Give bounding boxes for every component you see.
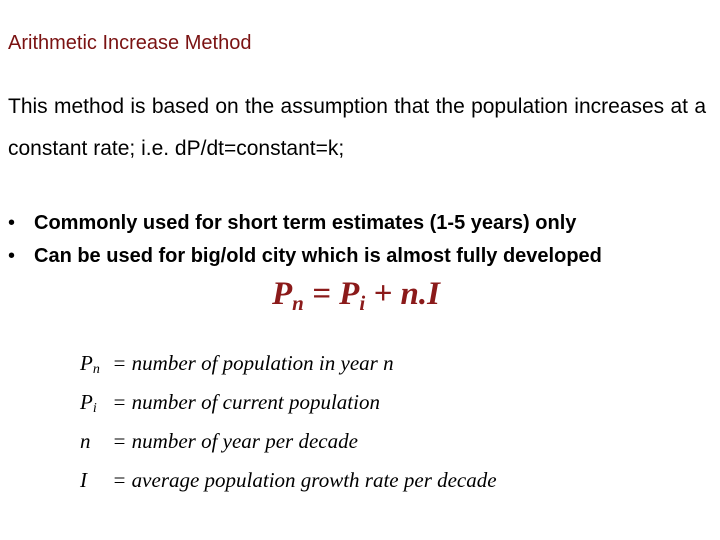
formula-pn-symbol: P <box>272 276 293 312</box>
definition-text: = number of population in year n <box>112 351 394 375</box>
definition-row <box>80 464 497 503</box>
bullet-text: Commonly used for short term estimates (1-5 years) only <box>34 212 577 234</box>
bullet-item <box>8 240 602 273</box>
formula <box>272 276 440 316</box>
definition-symbol: $P_i$ <box>80 390 97 416</box>
bullet-item <box>8 207 602 240</box>
definition-symbol: I <box>80 468 87 492</box>
definition-text: = average population growth rate per decade <box>112 468 497 492</box>
bullet-list <box>8 207 602 273</box>
bullet-dot-icon: • <box>8 212 16 234</box>
definition-row <box>80 386 497 425</box>
definition-symbol: n <box>80 429 91 453</box>
intro-paragraph: This method is based on the assumption that the population increases at a constant rate; i.e. dP/dt=constant=k; <box>8 95 706 160</box>
formula-pn-subscript: n <box>292 291 304 315</box>
bullet-dot-icon: • <box>8 245 16 267</box>
bullet-text: Can be used for big/old city which is almost fully developed <box>34 245 602 267</box>
formula-equals: = <box>303 276 340 312</box>
definition-text: = number of year per decade <box>112 429 358 453</box>
formula-pi-symbol: P <box>339 276 360 312</box>
definition-row <box>80 347 497 386</box>
definition-symbol: $P_n$ <box>80 351 100 377</box>
definition-row <box>80 425 497 464</box>
definition-text: = number of current population <box>112 390 380 414</box>
slide-title: Arithmetic Increase Method <box>8 32 252 54</box>
formula-plus-term: + n.I <box>365 276 440 312</box>
formula-pi-subscript: i <box>359 291 366 315</box>
definitions-list <box>80 347 497 503</box>
